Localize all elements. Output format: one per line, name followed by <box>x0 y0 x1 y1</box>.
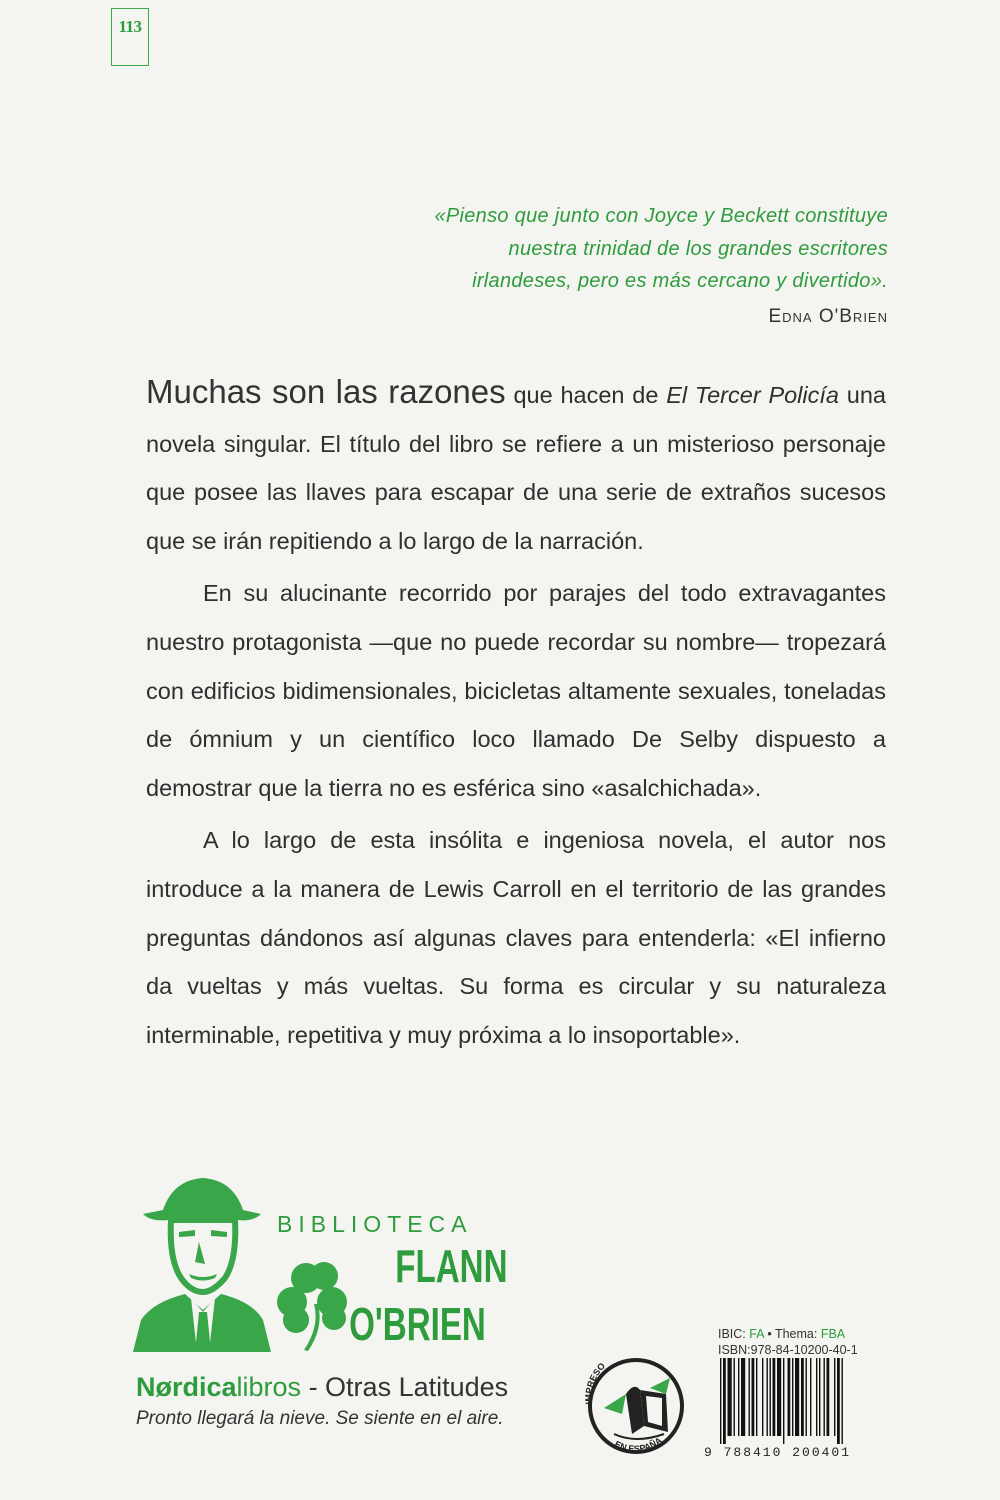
barcode-bar <box>741 1358 745 1436</box>
quote-line: irlandeses, pero es más cercano y divertido». <box>472 270 888 292</box>
barcode-bar <box>819 1358 820 1436</box>
barcode-bar <box>723 1358 726 1444</box>
text-run: una novela singular. El título del libro se refiere a un misterioso personaje que posee las llaves para escapar de una serie de extraños sucesos que se irán repitiendo a lo largo de la narración. <box>146 382 886 554</box>
barcode-bar <box>767 1358 768 1436</box>
barcode-bar <box>752 1358 755 1436</box>
barcode-bar <box>749 1358 750 1436</box>
synopsis <box>146 368 886 1059</box>
subject-codes <box>718 1326 858 1342</box>
publisher-tagline: Pronto llegará la nieve. Se siente en el aire. <box>136 1408 504 1429</box>
isbn-text: ISBN:978-84-10200-40-1 <box>718 1343 858 1357</box>
barcode-bar <box>773 1358 776 1436</box>
barcode-bar <box>777 1358 781 1436</box>
printed-in-spain-stamp <box>574 1334 692 1464</box>
barcode-bar <box>842 1358 843 1444</box>
thema-label: • Thema: <box>763 1327 821 1341</box>
quote-author: Edna O'Brien <box>768 306 888 327</box>
barcode-bar <box>837 1358 840 1444</box>
svg-text:EN ESPAÑA <box>613 1435 664 1454</box>
publisher-series: - Otras Latitudes <box>301 1372 509 1402</box>
barcode-bar <box>801 1358 804 1436</box>
text-run: que hacen de <box>505 382 667 408</box>
quote-line: nuestra trinidad de los grandes escritores <box>508 237 888 260</box>
barcode-bar <box>728 1358 732 1436</box>
barcode-bar <box>834 1358 835 1436</box>
author-portrait-logo <box>133 1170 271 1352</box>
ibic-value: FA <box>749 1327 764 1341</box>
barcode-bar <box>827 1358 830 1436</box>
book-title: El Tercer Policía <box>666 382 839 408</box>
barcode-bar <box>795 1358 799 1436</box>
ibic-label: IBIC: <box>718 1327 750 1341</box>
synopsis-paragraph <box>146 368 886 565</box>
synopsis-paragraph: A lo largo de esta insólita e ingeniosa novela, el autor nos introduce a la manera de Lewis Carroll en el territorio de las grandes preguntas dándonos así algunas claves para entenderla: «El infierno da vueltas y más vueltas. Su forma es circular y su naturaleza interminable, repetitiva y muy próxima a lo insoportable». <box>146 827 886 1048</box>
synopsis-paragraph: En su alucinante recorrido por parajes del todo extravagantes nuestro protagonista —que no puede recordar su nombre— tropezará con edificios bidimensionales, bicicletas altamente sexuales, toneladas de ómnium y un científico loco llamado De Selby dispuesto a demostrar que la tierra no es esférica sino «asalchichada». <box>146 580 886 801</box>
blurb-quote <box>328 200 888 298</box>
thema-value: FBA <box>820 1327 846 1341</box>
barcode-bar <box>824 1358 825 1436</box>
collection-label: BIBLIOTECA <box>277 1211 473 1237</box>
barcode-bar <box>810 1358 811 1436</box>
barcode-bar <box>738 1358 739 1436</box>
svg-text:IMPRESO <box>584 1361 608 1405</box>
isbn-barcode <box>716 1358 886 1444</box>
page-number-box: 113 <box>111 8 149 66</box>
stamp-top-text: IMPRESO <box>583 1360 608 1405</box>
barcode-bar <box>770 1358 771 1436</box>
barcode-bar <box>806 1358 807 1436</box>
publisher-line <box>136 1372 508 1403</box>
barcode-bar <box>734 1358 735 1436</box>
collection-name-line1: FLANN <box>395 1240 508 1292</box>
barcode-bar <box>720 1358 721 1444</box>
lead-phrase: Muchas son las razones <box>146 373 506 410</box>
publisher-brand-suffix: libros <box>236 1372 302 1402</box>
barcode-bar <box>792 1358 793 1436</box>
publisher-brand: Nørdica <box>136 1372 237 1402</box>
barcode-bar <box>783 1358 784 1444</box>
stamp-bottom-text: EN ESPAÑA <box>613 1435 664 1454</box>
barcode-bar <box>816 1358 817 1436</box>
barcode-bar <box>756 1358 757 1436</box>
barcode-digits: 9 788410 200401 <box>704 1445 852 1460</box>
collection-name-line2: O'BRIEN <box>349 1298 486 1350</box>
classification-codes <box>718 1326 858 1358</box>
quote-line: «Pienso que junto con Joyce y Beckett constituye <box>434 205 888 227</box>
barcode-bar <box>788 1358 791 1436</box>
barcode-bar <box>762 1358 763 1436</box>
